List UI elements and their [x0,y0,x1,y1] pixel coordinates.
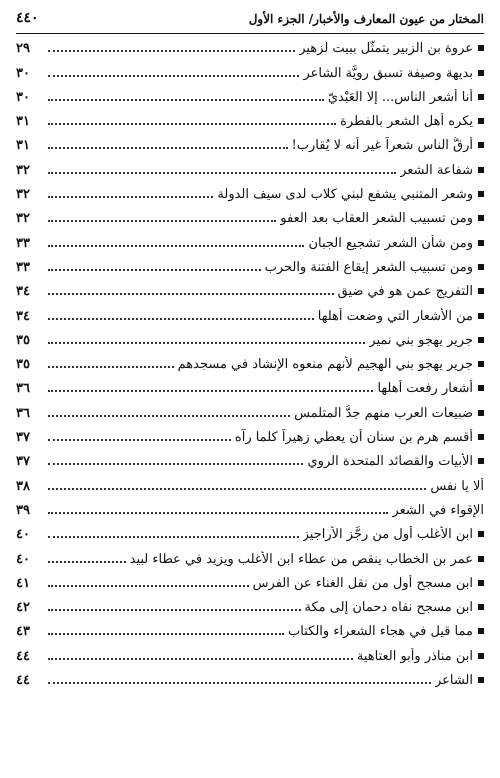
dot-leader [48,293,334,295]
toc-entry[interactable] [16,350,484,374]
toc-entry-page: ٢٩ [16,41,30,57]
toc-entry-title: جرير يهجو بني الهجيم لأنهم منعوه الإنشاد في مسجدهم [177,357,473,373]
toc-entry-page: ٣١ [16,114,30,130]
square-bullet-icon [478,240,484,246]
toc-entry[interactable] [16,617,484,641]
toc-entry-page: ٣٢ [16,187,30,203]
toc-entry[interactable] [16,666,484,690]
toc-entry-title: ابن الأغلب أول من رجَّز الأراجيز [302,527,473,543]
dot-leader [48,99,324,101]
toc-entry-title: ابن مناذر وأبو العتاهية [356,648,473,664]
square-bullet-icon [478,337,484,343]
dot-leader [48,172,396,174]
toc-entry-page: ٣٨ [16,478,30,494]
toc-entry-title: التفريج عمن هو في ضيق [337,284,473,300]
toc-entry[interactable] [16,398,484,422]
toc-entry-page: ٣٤ [16,284,30,300]
dot-leader [48,439,231,441]
square-bullet-icon [478,410,484,416]
toc-entry[interactable] [16,34,484,58]
toc-entry-title: شفاعة الشعر [400,162,473,178]
toc-entry-page: ٤٣ [16,624,30,640]
square-bullet-icon [478,580,484,586]
toc-entry-page: ٣٣ [16,235,30,251]
toc-entry-title: أنا أشعر الناس... إلا العَبْديّ [327,89,473,105]
toc-entry[interactable] [16,107,484,131]
toc-entry-title: أقسم هرم بن سنان أن يعطي زهيراً كلما رآه [234,430,473,446]
page-number: ٤٤٠ [16,10,39,26]
toc-entry-title: بديهة وصيفة تسبق رويَّة الشاعر [303,65,473,81]
toc-entry-title: الشاعر [434,673,473,689]
square-bullet-icon [478,556,484,562]
dot-leader [48,50,295,52]
dot-leader [48,585,249,587]
square-bullet-icon [478,288,484,294]
toc-entry[interactable] [16,253,484,277]
dot-leader [48,463,303,465]
toc-entry-page: ٣٧ [16,454,30,470]
toc-entry-page: ٤٢ [16,600,30,616]
square-bullet-icon [478,628,484,634]
toc-entry[interactable] [16,374,484,398]
dot-leader [48,658,353,660]
toc-entry[interactable] [16,447,484,471]
dot-leader [48,220,276,222]
toc-entry-page: ٣٥ [16,357,30,373]
toc-entry-page: ٣٢ [16,162,30,178]
square-bullet-icon [478,94,484,100]
dot-leader [48,536,299,538]
toc-entry-title: مما قيل في هجاء الشعراء والكتاب [288,624,473,640]
toc-entry-page: ٣٢ [16,211,30,227]
header-divider [16,33,484,34]
square-bullet-icon [478,191,484,197]
toc-entry[interactable] [16,204,484,228]
square-bullet-icon [478,167,484,173]
toc-entry[interactable] [16,131,484,155]
toc-entry[interactable] [16,83,484,107]
square-bullet-icon [478,45,484,51]
toc-entry-title: من الأشعار التي وضعت أهلها [317,308,473,324]
toc-entry-title: الأبيات والقصائد المتحدة الروي [307,454,473,470]
toc-entry-title: عروة بن الزبير يتمثّل ببيت لزهير [299,41,473,57]
toc-entry-title: ألا يا نفس [430,478,484,494]
toc-entry[interactable] [16,569,484,593]
toc-entry-title: ومن تسبيب الشعر العقاب بعد العفو [280,211,473,227]
dot-leader [48,196,213,198]
square-bullet-icon [478,434,484,440]
toc-entry-page: ٤٠ [16,551,30,567]
square-bullet-icon [478,264,484,270]
dot-leader [48,245,304,247]
toc-entry-title: أشعار رفعت أهلها [377,381,473,397]
toc-entry[interactable] [16,520,484,544]
toc-entry-page: ٣٦ [16,381,30,397]
toc-entry[interactable] [16,544,484,568]
dot-leader [48,318,314,320]
toc-entry-page: ٣٩ [16,502,30,518]
book-page [16,8,484,768]
dot-leader [48,269,261,271]
running-title: المختار من عيون المعارف والأخبار/ الجزء الأول [248,12,484,26]
toc-entry[interactable] [16,180,484,204]
dot-leader [48,123,336,125]
square-bullet-icon [478,118,484,124]
toc-entry-page: ٣٠ [16,65,30,81]
dot-leader [48,75,299,77]
dot-leader [48,488,426,490]
square-bullet-icon [478,70,484,76]
dot-leader [48,609,301,611]
toc-entry-page: ٤١ [16,575,30,591]
toc-entry-page: ٤٠ [16,527,30,543]
toc-entry-title: يكره أهل الشعر بالفطرة [340,114,473,130]
toc-entry-page: ٣٦ [16,405,30,421]
toc-entry-page: ٣٣ [16,259,30,275]
dot-leader [48,512,388,514]
toc-entry-page: ٤٤ [16,648,30,664]
square-bullet-icon [478,653,484,659]
dot-leader [48,633,284,635]
dot-leader [48,561,126,563]
square-bullet-icon [478,313,484,319]
dot-leader [48,390,373,392]
toc-entry-page: ٣٥ [16,332,30,348]
toc-entry-title: ضبيعات العرب منهم جدُّ المتلمس [294,405,473,421]
square-bullet-icon [478,677,484,683]
dot-leader [48,682,431,684]
toc-entry-title: أرقُّ الناس شعراً غير أنه لا يُقارب! [291,138,473,154]
square-bullet-icon [478,604,484,610]
table-of-contents [16,34,484,690]
dot-leader [48,147,288,149]
toc-entry-title: ابن مسجح نفاه دحمان إلى مكة [304,600,473,616]
dot-leader [48,415,290,417]
toc-entry-title: عمر بن الخطاب ينقص من عطاء ابن الأغلب ويزيد في عطاء لبيد [129,551,473,567]
toc-entry[interactable] [16,496,484,520]
toc-entry[interactable] [16,593,484,617]
square-bullet-icon [478,531,484,537]
dot-leader [48,342,365,344]
page-header [16,8,484,34]
toc-entry[interactable] [16,277,484,301]
dot-leader [48,366,174,368]
toc-entry[interactable] [16,471,484,495]
toc-entry-title: ومن شأن الشعر تشجيع الجبان [308,235,473,251]
toc-entry[interactable] [16,155,484,179]
toc-entry[interactable] [16,301,484,325]
toc-entry-page: ٣١ [16,138,30,154]
toc-entry-title: ابن مسجح أول من نقل الغناء عن الفرس [252,575,473,591]
square-bullet-icon [478,458,484,464]
square-bullet-icon [478,215,484,221]
toc-entry-title: جرير يهجو بني نمير [369,332,473,348]
toc-entry[interactable] [16,228,484,252]
toc-entry-title: الإقواء في الشعر [392,502,484,518]
square-bullet-icon [478,361,484,367]
toc-entry-page: ٤٤ [16,673,30,689]
toc-entry[interactable] [16,326,484,350]
square-bullet-icon [478,385,484,391]
toc-entry[interactable] [16,641,484,665]
square-bullet-icon [478,142,484,148]
toc-entry-page: ٣٠ [16,89,30,105]
toc-entry[interactable] [16,58,484,82]
toc-entry-page: ٣٧ [16,430,30,446]
toc-entry-page: ٣٤ [16,308,30,324]
toc-entry-title: ومن تسبيب الشعر إيقاع الفتنة والحرب [264,259,473,275]
toc-entry[interactable] [16,423,484,447]
toc-entry-title: وشعر المتنبي يشفع لبني كلاب لدى سيف الدولة [217,187,473,203]
